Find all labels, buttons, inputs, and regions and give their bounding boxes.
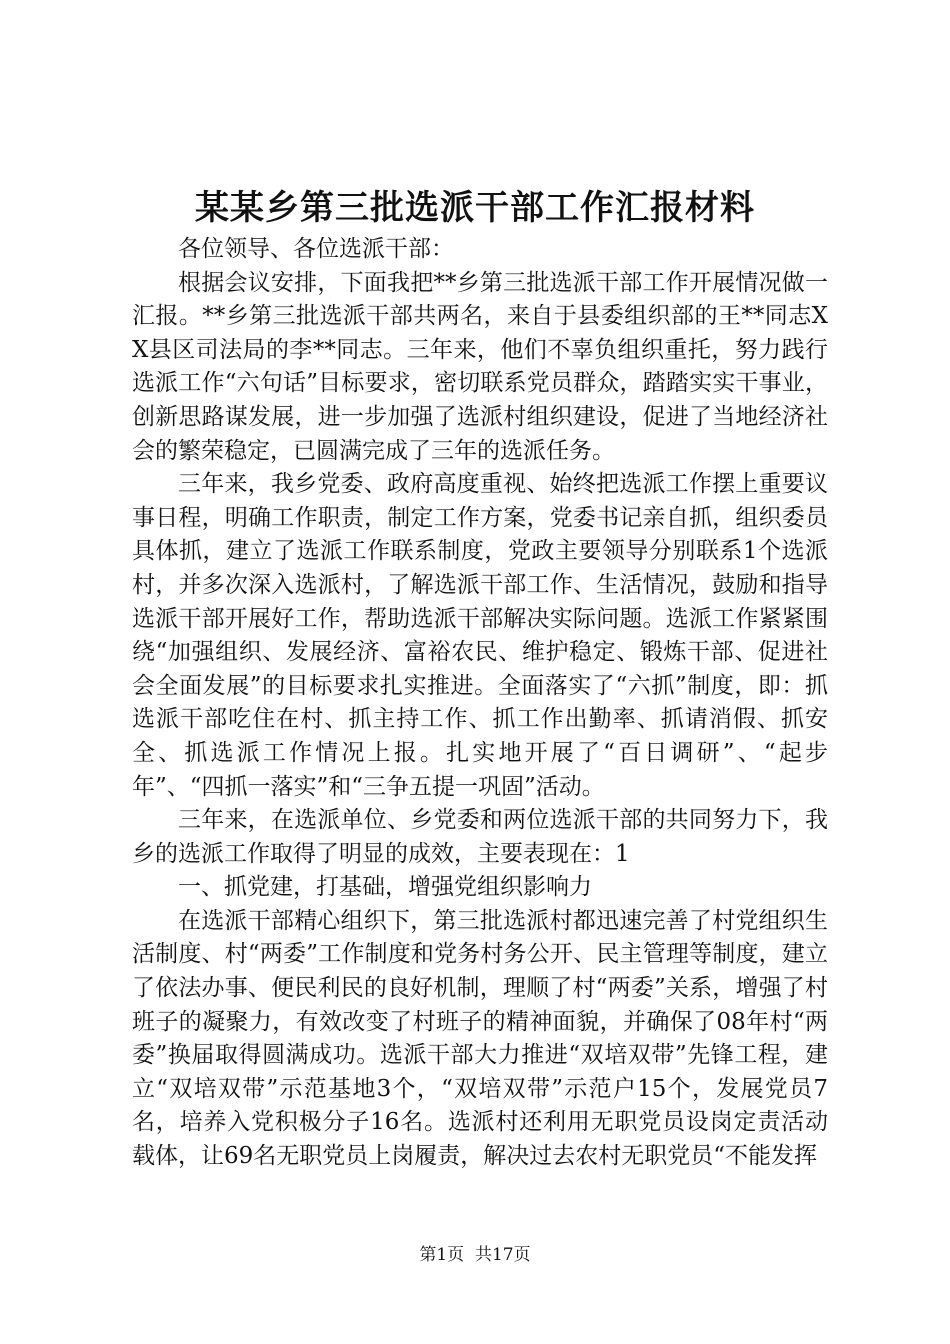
work-overview-paragraph: 三年来，我乡党委、政府高度重视、始终把选派工作摆上重要议事日程，明确工作职责，制定工作方案，党委书记亲自抓，组织委员具体抓，建立了选派工作联系制度，党政主要领导分别联系1个选派村，并多次深入选派村，了解选派干部工作、生活情况，鼓励和指导选派干部开展好工作，帮助选派干部解决实际问题。选派工作紧紧围绕“加强组织、发展经济、富裕农民、维护稳定、锻炼干部、促进社会全面发展”的目标要求扎实推进。全面落实了“六抓”制度，即：抓选派干部吃住在村、抓主持工作、抓工作出勤率、抓请消假、抓安全、抓选派工作情况上报。扎实地开展了“百日调研”、“起步年”、“四抓一落实”和“三争五提一巩固”活动。	[132, 471, 828, 800]
page-number-label: 第1页 共17页	[419, 1245, 531, 1265]
salutation-paragraph: 各位领导、各位选派干部：	[178, 236, 454, 262]
page-footer	[0, 1243, 950, 1267]
document-title: 某某乡第三批选派干部工作汇报材料	[195, 188, 755, 228]
party-building-paragraph: 在选派干部精心组织下，第三批选派村都迅速完善了村党组织生活制度、村“两委”工作制度和党务村务公开、民主管理等制度，建立了依法办事、便民利民的良好机制，理顺了村“两委”关系，增强了村班子的凝聚力，有效改变了村班子的精神面貌，并确保了08年村“两委”换届取得圆满成功。选派干部大力推进“双培双带”先锋工程，建立“双培双带”示范基地3个，“双培双带”示范户15个，发展党员7名，培养入党积极分子16名。选派村还利用无职党员设岗定责活动载体，让69名无职党员上岗履责，解决过去农村无职党员“不能发挥	[132, 907, 828, 1170]
section-heading-1: 一、抓党建，打基础，增强党组织影响力	[178, 874, 592, 901]
document-body	[132, 233, 828, 1174]
results-intro-paragraph: 三年来，在选派单位、乡党委和两位选派干部的共同努力下，我乡的选派工作取得了明显的成效，主要表现在：1	[132, 807, 828, 867]
intro-paragraph: 根据会议安排，下面我把**乡第三批选派干部工作开展情况做一汇报。**乡第三批选派干部共两名，来自于县委组织部的王**同志XX县区司法局的李**同志。三年来，他们不辜负组织重托，努力践行选派工作“六句话”目标要求，密切联系党员群众，踏踏实实干事业，创新思路谋发展，进一步加强了选派村组织建设，促进了当地经济社会的繁荣稳定，已圆满完成了三年的选派任务。	[132, 269, 828, 464]
